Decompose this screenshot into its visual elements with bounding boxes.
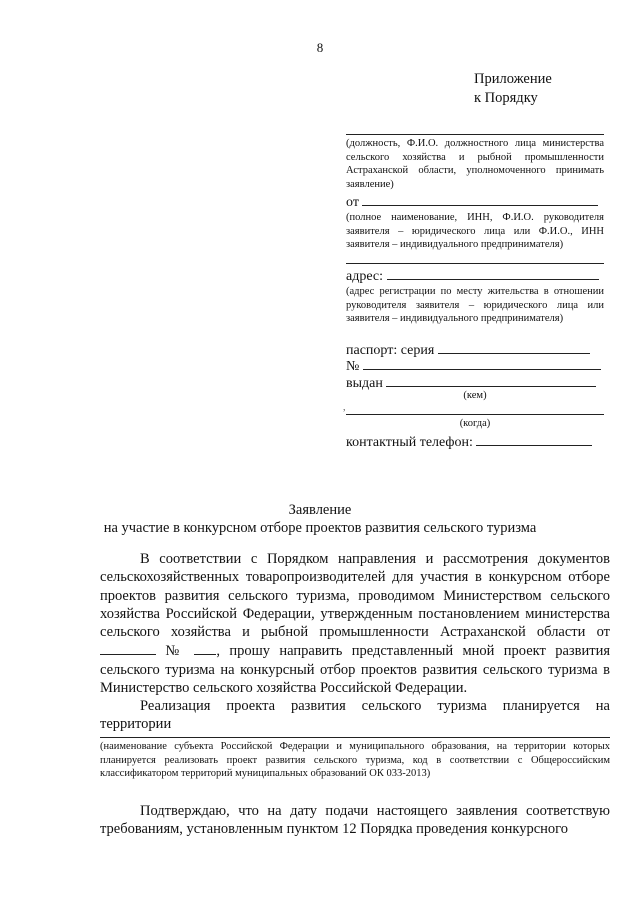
applicant-note: (полное наименование, ИНН, Ф.И.О. руководителя заявителя – юридического лица или Ф.И.О., ИНН заявителя – индивидуального предпринимателя) — [346, 212, 604, 250]
resolution-date-blank — [100, 641, 156, 655]
applicant-blank-line — [346, 263, 604, 264]
from-label: от — [346, 195, 359, 210]
phone-field — [346, 432, 592, 452]
resolution-number-blank — [194, 641, 216, 655]
phone-blank — [476, 432, 592, 446]
page-number: 8 — [316, 40, 324, 55]
body-paragraph-3: Подтверждаю, что на дату подачи настоящего заявления соответствую требованиям, установленным пунктом 12 Порядка проведения конкурсного — [100, 803, 610, 838]
date-blank-line — [346, 414, 604, 415]
passport-number-label: № — [346, 359, 360, 374]
position-blank-line — [346, 134, 604, 135]
document-title: Заявление — [288, 502, 352, 518]
paragraph-1-text-a: В соответствии с Порядком направления и рассмотрения документов сельскохозяйственных товаропроизводителей для участия в конкурсном отборе проектов развития сельского туризма, проводимом Министерством сельского хозяйства Российской Федерации, утвержденным постановлением министерства сельского хозяйства и рыбной промышленности Астраханской области от — [100, 551, 610, 641]
phone-label: контактный телефон: — [346, 435, 473, 450]
issued-label: выдан — [346, 376, 383, 391]
paragraph-1-number-label: № — [165, 643, 185, 660]
from-blank — [362, 192, 598, 206]
position-note: (должность, Ф.И.О. должностного лица министерства сельского хозяйства и рыбной промышленности Астраханской области, уполномоченного принимать заявление) — [346, 138, 604, 190]
territory-note: (наименование субъекта Российской Федерации и муниципального образования, на территории которых планируется реализовать проект развития сельского туризма, код в соответствии с Общероссийским классификатором территорий муниципальных образований ОК 033-2013) — [100, 741, 610, 779]
address-label: адрес: — [346, 269, 384, 284]
appendix-reference — [474, 70, 552, 108]
from-field — [346, 192, 598, 212]
passport-number-blank — [363, 356, 601, 370]
passport-label: паспорт: серия — [346, 343, 435, 358]
territory-blank-line — [100, 737, 610, 738]
by-whom-note: (кем) — [463, 390, 487, 401]
address-note: (адрес регистрации по месту жительства в отношении руководителя заявителя – юридического лица или заявителя – индивидуального предпринимателя) — [346, 286, 604, 324]
paragraph-1-text-b: , прошу направить представленный мной проект развития сельского туризма на конкурсный отбор проектов развития сельского туризма в Министерство сельского хозяйства Российской Федерации. — [100, 643, 611, 697]
address-blank — [387, 266, 599, 280]
pen-mark: , — [343, 402, 346, 413]
passport-blank — [438, 340, 590, 354]
document-subtitle: на участие в конкурсном отборе проектов развития сельского туризма — [103, 520, 537, 536]
address-field — [346, 266, 599, 286]
body-paragraph-1 — [100, 550, 610, 697]
appendix-line-2: к Порядку — [474, 90, 538, 106]
issued-blank — [386, 373, 596, 387]
body-paragraph-2: Реализация проекта развития сельского туризма планируется на территории — [100, 698, 610, 733]
appendix-line-1: Приложение — [474, 71, 552, 87]
when-note: (когда) — [459, 418, 491, 429]
